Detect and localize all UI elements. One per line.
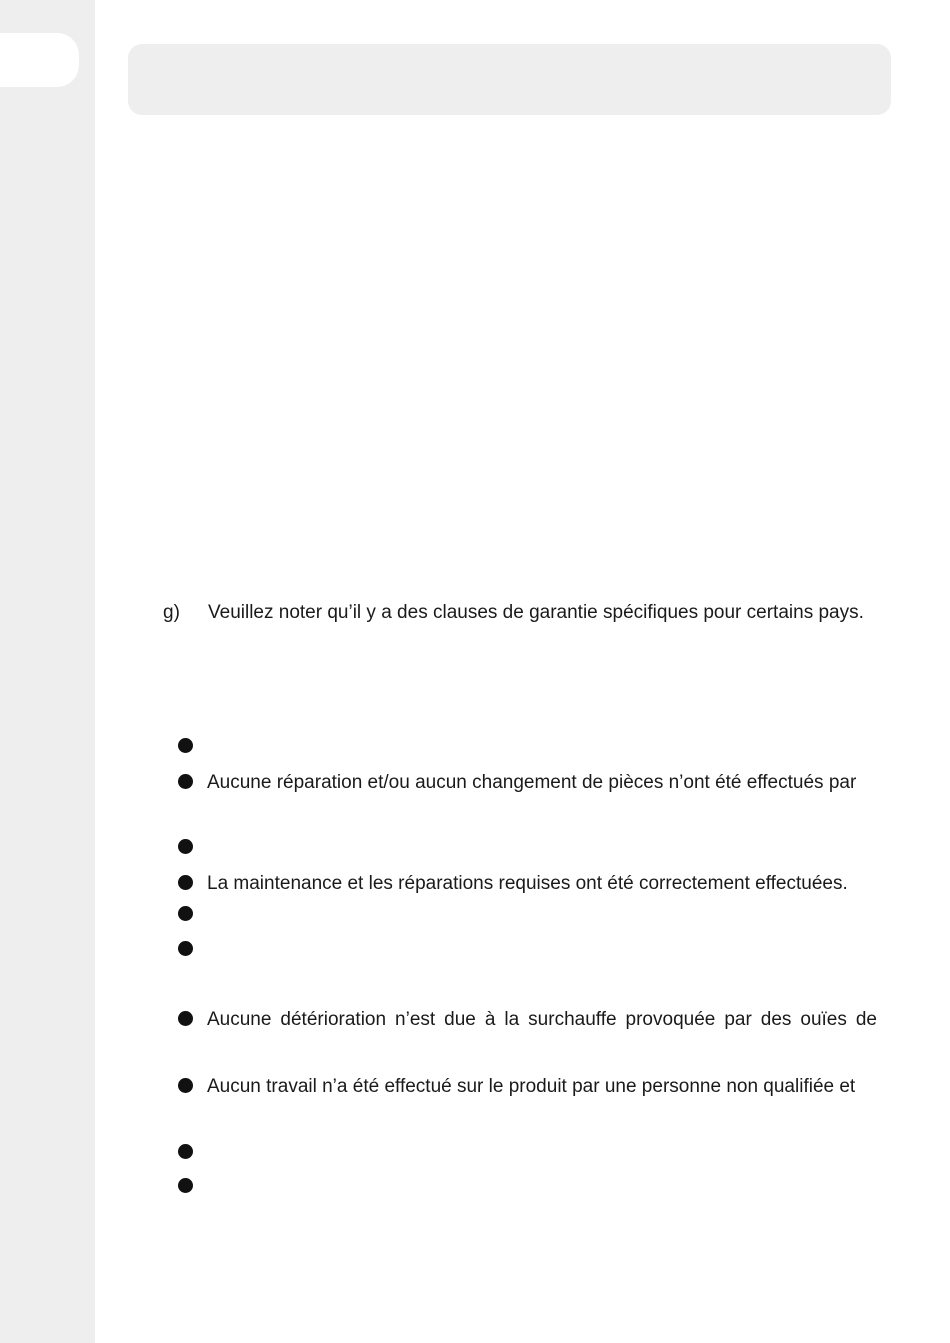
bullet-item bbox=[178, 1173, 878, 1203]
bullet-text: Aucune détérioration n’est due à la surchauffe provoquée par des ouïes de bbox=[207, 1009, 877, 1030]
paragraph-text: Veuillez noter qu’il y a des clauses de garantie spécifiques pour certains pays. bbox=[208, 602, 864, 623]
bullet-item bbox=[178, 869, 878, 899]
bullet-dot-icon bbox=[178, 906, 193, 921]
bullet-text: Aucun travail n’a été effectué sur le produit par une personne non qualifiée et bbox=[207, 1076, 856, 1097]
bullet-dot-icon bbox=[178, 774, 193, 789]
margin-strip bbox=[0, 0, 95, 1343]
paragraph-g bbox=[163, 598, 883, 628]
bullet-dot-icon bbox=[178, 1144, 193, 1159]
bullet-item bbox=[178, 1139, 878, 1169]
bullet-text: Aucune réparation et/ou aucun changement de pièces n’ont été effectués par bbox=[207, 772, 857, 793]
page-tab bbox=[0, 33, 79, 87]
bullet-dot-icon bbox=[178, 738, 193, 753]
bullet-dot-icon bbox=[178, 875, 193, 890]
bullet-dot-icon bbox=[178, 839, 193, 854]
paragraph-marker: g) bbox=[163, 602, 180, 623]
bullet-item bbox=[178, 1005, 878, 1035]
bullet-text: La maintenance et les réparations requises ont été correctement effectuées. bbox=[207, 873, 848, 894]
bullet-item bbox=[178, 1072, 878, 1102]
bullet-dot-icon bbox=[178, 1178, 193, 1193]
header-bar bbox=[128, 44, 891, 115]
bullet-item bbox=[178, 768, 878, 798]
bullet-dot-icon bbox=[178, 1078, 193, 1093]
bullet-item bbox=[178, 733, 878, 763]
bullet-dot-icon bbox=[178, 941, 193, 956]
bullet-item bbox=[178, 936, 878, 966]
bullet-item bbox=[178, 834, 878, 864]
bullet-item bbox=[178, 901, 878, 931]
bullet-dot-icon bbox=[178, 1011, 193, 1026]
